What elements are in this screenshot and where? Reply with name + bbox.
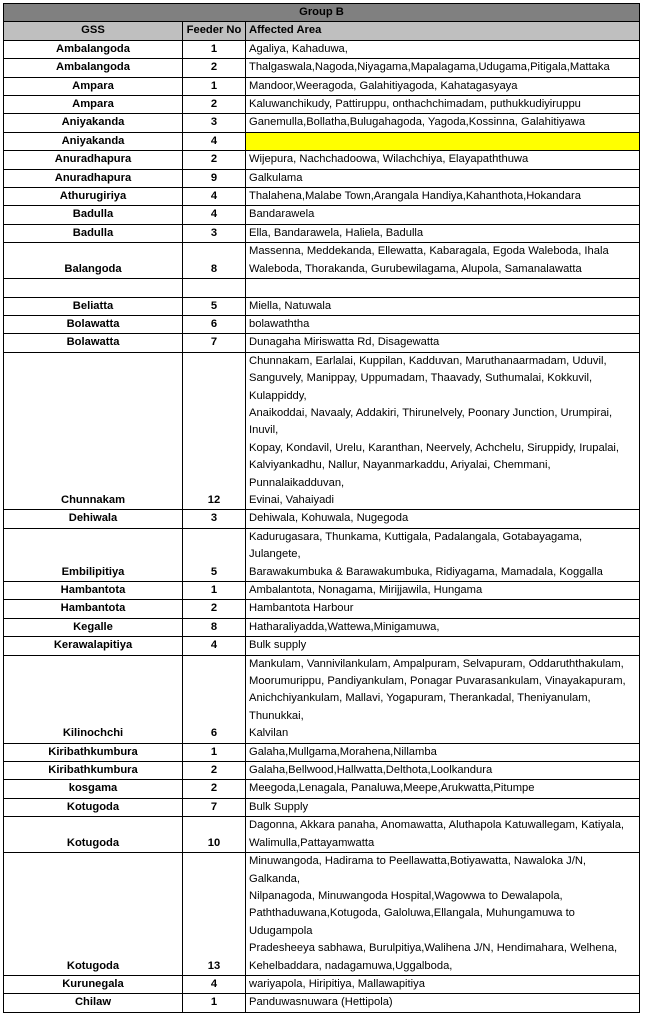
group-title: Group B — [4, 4, 640, 22]
affected-area-cell — [246, 224, 640, 242]
feeder-no-cell: 3 — [183, 510, 246, 528]
gss-cell: Anuradhapura — [4, 169, 183, 187]
table-row — [4, 315, 640, 333]
feeder-no-cell: 5 — [183, 297, 246, 315]
feeder-no-cell: 1 — [183, 582, 246, 600]
feeder-no-cell: 13 — [183, 853, 246, 976]
feeder-no-cell — [183, 279, 246, 297]
affected-area-line: Kalvilan — [249, 727, 289, 740]
header-feeder-no: Feeder No — [183, 22, 246, 40]
affected-area-line: Hatharaliyadda,Wattewa,Minigamuwa, — [249, 620, 440, 633]
affected-area-line: Moorumurippu, Pandiyankulam, Ponagar Puvarasankulam, Vinayakapuram, — [249, 675, 626, 688]
affected-area-line: Nilpanagoda, Minuwangoda Hospital,Wagowwa to Dewalapola, — [249, 889, 563, 902]
affected-area-line: Kehelbaddara, nadagamuwa,Uggalboda, — [249, 959, 453, 972]
feeder-no-cell: 1 — [183, 40, 246, 58]
affected-area-line: Kadurugasara, Thunkama, Kuttigala, Padalangala, Gotabayagama, Julangete, — [249, 530, 583, 561]
gss-cell — [4, 279, 183, 297]
affected-area-line — [249, 279, 636, 296]
feeder-no-cell: 8 — [183, 243, 246, 279]
table-row — [4, 994, 640, 1012]
affected-area-line: Kaluwanchikudy, Pattiruppu, onthachchimadam, puthukkudiyiruppu — [249, 98, 581, 111]
affected-area-line: Dehiwala, Kohuwala, Nugegoda — [249, 512, 409, 525]
gss-cell: kosgama — [4, 780, 183, 798]
header-gss: GSS — [4, 22, 183, 40]
gss-cell: Anuradhapura — [4, 151, 183, 169]
gss-cell: Badulla — [4, 206, 183, 224]
affected-area-line: Bulk Supply — [249, 800, 309, 813]
affected-area-line: Ganemulla,Bollatha,Bulugahagoda, Yagoda,Kossinna, Galahitiyawa — [249, 116, 586, 129]
affected-area-line: Ella, Bandarawela, Haliela, Badulla — [249, 226, 424, 239]
affected-area-line: bolawaththa — [249, 317, 310, 330]
affected-area-cell — [246, 334, 640, 352]
feeder-no-cell: 9 — [183, 169, 246, 187]
gss-cell: Athurugiriya — [4, 188, 183, 206]
table-row — [4, 618, 640, 636]
affected-area-line: Galaha,Mullgama,Morahena,Nillamba — [249, 745, 437, 758]
affected-area-cell — [246, 582, 640, 600]
table-row — [4, 59, 640, 77]
gss-cell: Aniyakanda — [4, 114, 183, 132]
affected-area-cell — [246, 600, 640, 618]
feeder-no-cell: 1 — [183, 77, 246, 95]
affected-area-cell — [246, 77, 640, 95]
gss-cell: Embilipitiya — [4, 528, 183, 581]
table-row — [4, 655, 640, 743]
table-row — [4, 600, 640, 618]
feeder-no-cell: 3 — [183, 224, 246, 242]
gss-cell: Kegalle — [4, 618, 183, 636]
group-title-row — [4, 4, 640, 22]
affected-area-line: Kopay, Kondavil, Urelu, Karanthan, Neervely, Achchelu, Siruppidy, Irupalai, — [249, 441, 620, 454]
gss-cell: Aniyakanda — [4, 132, 183, 150]
table-row — [4, 334, 640, 352]
table-row — [4, 510, 640, 528]
affected-area-line: Galkulama — [249, 171, 303, 184]
gss-cell: Ambalangoda — [4, 40, 183, 58]
table-row — [4, 975, 640, 993]
gss-cell: Ampara — [4, 77, 183, 95]
affected-area-cell — [246, 243, 640, 279]
affected-area-cell — [246, 151, 640, 169]
affected-area-line: Ambalantota, Nonagama, Mirijjawila, Hungama — [249, 584, 483, 596]
affected-area-cell — [246, 114, 640, 132]
affected-area-cell — [246, 853, 640, 976]
feeder-no-cell: 7 — [183, 798, 246, 816]
table-row — [4, 169, 640, 187]
gss-cell: Badulla — [4, 224, 183, 242]
affected-area-line: Galaha,Bellwood,Hallwatta,Delthota,Loolkandura — [249, 764, 493, 777]
affected-area-line — [249, 133, 636, 150]
affected-area-line: Anaikoddai, Navaaly, Addakiri, Thirunelvely, Poonary Junction, Urumpirai, Inuvil, — [249, 406, 613, 437]
feeder-no-cell: 8 — [183, 618, 246, 636]
affected-area-cell — [246, 206, 640, 224]
table-row — [4, 151, 640, 169]
affected-area-cell — [246, 352, 640, 510]
table-row — [4, 780, 640, 798]
affected-area-cell — [246, 637, 640, 655]
affected-area-cell — [246, 528, 640, 581]
feeder-no-cell: 2 — [183, 762, 246, 780]
affected-area-line: Mankulam, Vannivilankulam, Ampalpuram, Selvapuram, Oddaruththakulam, — [249, 657, 624, 670]
table-row — [4, 798, 640, 816]
affected-area-line: Agaliya, Kahaduwa, — [249, 42, 348, 55]
affected-area-cell — [246, 40, 640, 58]
gss-cell: Chilaw — [4, 994, 183, 1012]
affected-area-cell — [246, 297, 640, 315]
feeder-no-cell: 6 — [183, 655, 246, 743]
affected-area-line: Miella, Natuwala — [249, 299, 332, 312]
table-row — [4, 243, 640, 279]
affected-area-cell — [246, 655, 640, 743]
gss-cell: Kiribathkumbura — [4, 743, 183, 761]
affected-area-line: Dagonna, Akkara panaha, Anomawatta, Aluthapola Katuwallegam, Katiyala, — [249, 819, 625, 832]
affected-area-cell — [246, 188, 640, 206]
table-row — [4, 206, 640, 224]
feeder-no-cell: 2 — [183, 59, 246, 77]
feeder-no-cell: 2 — [183, 96, 246, 114]
gss-cell: Chunnakam — [4, 352, 183, 510]
affected-area-line: Dunagaha Miriswatta Rd, Disagewatta — [249, 336, 440, 349]
table-row — [4, 528, 640, 581]
feeder-no-cell: 1 — [183, 994, 246, 1012]
affected-area-cell — [246, 132, 640, 150]
affected-area-cell — [246, 59, 640, 77]
affected-area-line: Anichchiyankulam, Mallavi, Yogapuram, Therankadal, Theniyanulam, Thunukkai, — [249, 692, 591, 722]
table-row — [4, 817, 640, 853]
table-body — [4, 40, 640, 1012]
gss-cell: Dehiwala — [4, 510, 183, 528]
affected-area-line: Panduwasnuwara (Hettipola) — [249, 996, 393, 1009]
table-row — [4, 96, 640, 114]
table-row — [4, 40, 640, 58]
table-row — [4, 279, 640, 297]
gss-cell: Balangoda — [4, 243, 183, 279]
gss-cell: Kurunegala — [4, 975, 183, 993]
gss-cell: Kiribathkumbura — [4, 762, 183, 780]
table-row — [4, 352, 640, 510]
affected-area-line: Barawakumbuka & Barawakumbuka, Ridiyagama, Mamadala, Koggalla — [249, 565, 603, 578]
affected-area-cell — [246, 743, 640, 761]
affected-area-line: Pradesheeya sabhawa, Burulpitiya,Walihena J/N, Hendimahara, Welhena, — [249, 942, 618, 955]
affected-area-cell — [246, 780, 640, 798]
outage-table — [3, 3, 640, 1013]
gss-cell: Kerawalapitiya — [4, 637, 183, 655]
affected-area-line: Massenna, Meddekanda, Ellewatta, Kabaragala, Egoda Waleboda, Ihala — [249, 245, 609, 258]
header-affected-area: Affected Area — [246, 22, 640, 40]
gss-cell: Ampara — [4, 96, 183, 114]
table-row — [4, 637, 640, 655]
gss-cell: Hambantota — [4, 600, 183, 618]
gss-cell: Kotugoda — [4, 817, 183, 853]
affected-area-cell — [246, 510, 640, 528]
feeder-no-cell: 12 — [183, 352, 246, 510]
affected-area-line: Bandarawela — [249, 208, 315, 221]
feeder-no-cell: 4 — [183, 637, 246, 655]
affected-area-cell — [246, 975, 640, 993]
feeder-no-cell: 4 — [183, 188, 246, 206]
table-row — [4, 297, 640, 315]
affected-area-line: Thalgaswala,Nagoda,Niyagama,Mapalagama,Udugama,Pitigala,Mattaka — [249, 61, 610, 74]
feeder-no-cell: 5 — [183, 528, 246, 581]
feeder-no-cell: 4 — [183, 132, 246, 150]
affected-area-line: Kalviyankadhu, Nallur, Nayanmarkaddu, Ariyalai, Chemmani, Punnalaikadduvan, — [249, 459, 551, 489]
affected-area-line: Sanguvely, Manippay, Uppumadam, Thaavady, Suthumalai, Kokkuvil, Kulappiddy, — [249, 372, 593, 402]
header-row — [4, 22, 640, 40]
affected-area-cell — [246, 762, 640, 780]
affected-area-cell — [246, 96, 640, 114]
feeder-no-cell: 1 — [183, 743, 246, 761]
feeder-no-cell: 7 — [183, 334, 246, 352]
table-row — [4, 114, 640, 132]
table-row — [4, 188, 640, 206]
affected-area-line: wariyapola, Hiripitiya, Mallawapitiya — [249, 977, 425, 990]
gss-cell: Beliatta — [4, 297, 183, 315]
affected-area-line: Hambantota Harbour — [249, 602, 354, 615]
gss-cell: Hambantota — [4, 582, 183, 600]
feeder-no-cell: 6 — [183, 315, 246, 333]
affected-area-line: Chunnakam, Earlalai, Kuppilan, Kadduvan, Maruthanaarmadam, Uduvil, — [249, 354, 607, 367]
affected-area-line: Minuwangoda, Hadirama to Peellawatta,Botiyawatta, Nawaloka J/N, Galkanda, — [249, 855, 587, 885]
gss-cell: Kotugoda — [4, 853, 183, 976]
table-row — [4, 224, 640, 242]
table-row — [4, 77, 640, 95]
feeder-no-cell: 4 — [183, 206, 246, 224]
affected-area-cell — [246, 315, 640, 333]
gss-cell: Bolawatta — [4, 315, 183, 333]
feeder-no-cell: 2 — [183, 151, 246, 169]
affected-area-line: Thalahena,Malabe Town,Arangala Handiya,Kahanthota,Hokandara — [249, 190, 581, 203]
feeder-no-cell: 4 — [183, 975, 246, 993]
feeder-no-cell: 2 — [183, 600, 246, 618]
gss-cell: Kotugoda — [4, 798, 183, 816]
feeder-no-cell: 3 — [183, 114, 246, 132]
table-row — [4, 743, 640, 761]
table-row — [4, 853, 640, 976]
table-row — [4, 582, 640, 600]
affected-area-line: Paththaduwana,Kotugoda, Galoluwa,Ellangala, Muhungamuwa to Udugampola — [249, 907, 575, 937]
gss-cell: Bolawatta — [4, 334, 183, 352]
affected-area-cell — [246, 618, 640, 636]
affected-area-cell — [246, 798, 640, 816]
affected-area-line: Evinai, Vahaiyadi — [249, 493, 334, 506]
affected-area-cell — [246, 169, 640, 187]
table-row — [4, 762, 640, 780]
affected-area-line: Meegoda,Lenagala, Panaluwa,Meepe,Arukwatta,Pitumpe — [249, 782, 535, 795]
affected-area-line: Bulk supply — [249, 639, 307, 652]
affected-area-line: Waleboda, Thorakanda, Gurubewilagama, Alupola, Samanalawatta — [249, 262, 582, 275]
feeder-no-cell: 10 — [183, 817, 246, 853]
table-row — [4, 132, 640, 150]
affected-area-cell — [246, 279, 640, 297]
affected-area-cell — [246, 994, 640, 1012]
affected-area-cell — [246, 817, 640, 853]
feeder-no-cell: 2 — [183, 780, 246, 798]
gss-cell: Ambalangoda — [4, 59, 183, 77]
affected-area-line: Wijepura, Nachchadoowa, Wilachchiya, Elayapaththuwa — [249, 153, 529, 166]
affected-area-line: Mandoor,Weeragoda, Galahitiyagoda, Kahatagasyaya — [249, 79, 518, 92]
gss-cell: Kilinochchi — [4, 655, 183, 743]
affected-area-line: Walimulla,Pattayamwatta — [249, 836, 375, 849]
